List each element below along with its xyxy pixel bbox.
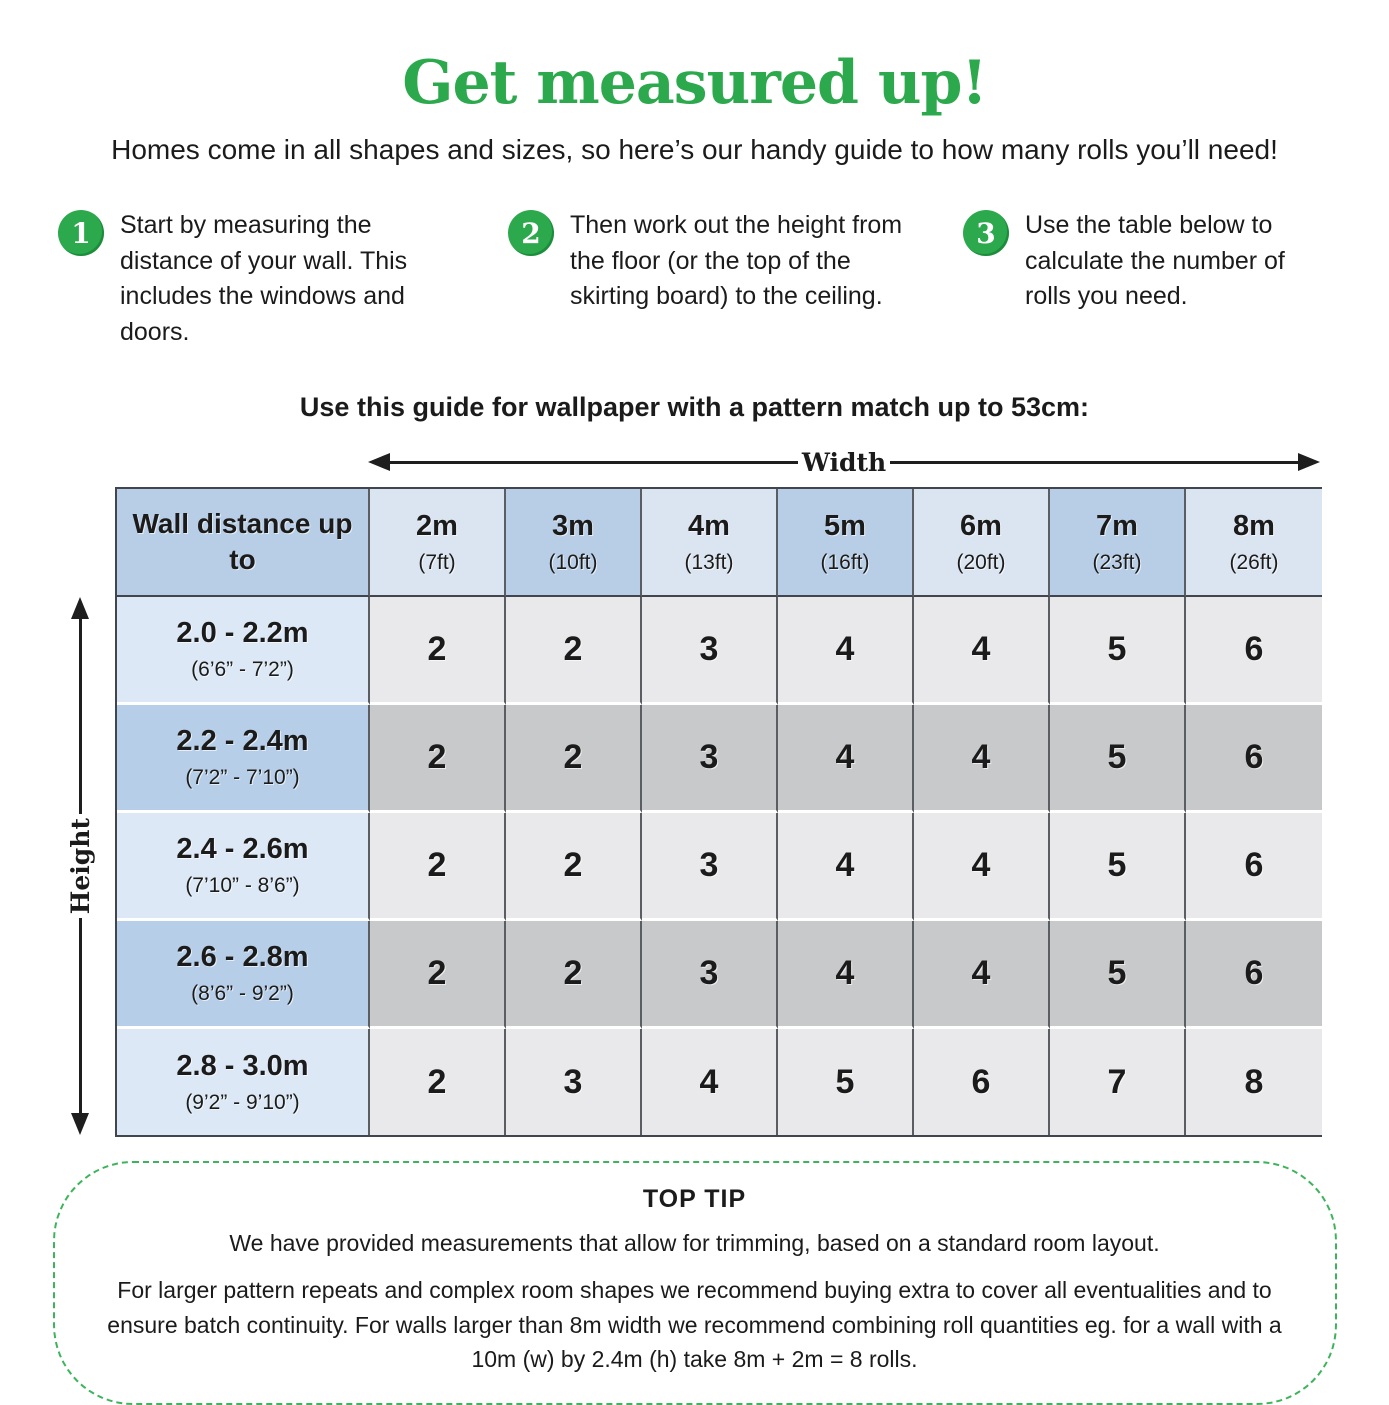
steps-row xyxy=(0,208,1389,350)
height-axis-label: Height xyxy=(65,817,95,915)
rolls-table xyxy=(115,487,1322,1137)
table-cell: 2 xyxy=(506,921,642,1029)
corner-header-label: Wall distance up to xyxy=(132,507,353,575)
row-header-2.0-2.2m: 2.0 - 2.2m (6’6” - 7’2”) xyxy=(117,597,370,705)
table-cell: 3 xyxy=(642,705,778,813)
step-2-text: Then work out the height from the floor (or the top of the skirting board) to the ceiling. xyxy=(570,211,903,310)
table-cell: 5 xyxy=(1050,597,1186,705)
table-cell: 4 xyxy=(914,921,1050,1029)
column-header-7m: 7m (23ft) xyxy=(1050,489,1186,597)
table-cell: 5 xyxy=(1050,921,1186,1029)
table-zone xyxy=(65,445,1320,1137)
table-cell: 2 xyxy=(370,705,506,813)
table-cell: 6 xyxy=(1186,813,1322,921)
table-cell: 5 xyxy=(778,1029,914,1135)
table-cell: 6 xyxy=(914,1029,1050,1135)
table-cell: 4 xyxy=(778,921,914,1029)
table-cell: 3 xyxy=(506,1029,642,1135)
column-header-3m: 3m (10ft) xyxy=(506,489,642,597)
table-cell: 7 xyxy=(1050,1029,1186,1135)
arrow-right-icon xyxy=(1298,453,1320,471)
arrow-left-icon xyxy=(368,453,390,471)
table-cell: 2 xyxy=(370,597,506,705)
page-title: Get measured up! xyxy=(402,48,987,118)
table-cell: 4 xyxy=(914,813,1050,921)
top-tip-line1: We have provided measurements that allow for trimming, based on a standard room layout. xyxy=(229,1230,1160,1256)
column-header-5m: 5m (16ft) xyxy=(778,489,914,597)
roll-guide-section xyxy=(0,392,1389,1137)
step-1-text: Start by measuring the distance of your wall. This includes the windows and doors. xyxy=(120,211,408,346)
width-axis-label: Width xyxy=(801,447,887,477)
row-header-2.4-2.6m: 2.4 - 2.6m (7’10” - 8’6”) xyxy=(117,813,370,921)
table-cell: 6 xyxy=(1186,597,1322,705)
table-cell: 3 xyxy=(642,597,778,705)
width-axis-arrow xyxy=(368,445,1320,479)
arrow-line xyxy=(79,918,82,1113)
table-cell: 3 xyxy=(642,921,778,1029)
step-3-text: Use the table below to calculate the number of rolls you need. xyxy=(1025,211,1285,310)
top-tip-line2: For larger pattern repeats and complex room shapes we recommend buying extra to cover all eventualities and to ensure batch continuity. For walls larger than 8m width we recommend combining roll quantities eg. for a wall with a 10m (w) by 2.4m (h) take 8m + 2m = 8 rolls. xyxy=(107,1277,1282,1372)
row-header-2.8-3.0m: 2.8 - 3.0m (9’2” - 9’10”) xyxy=(117,1029,370,1135)
row-header-2.6-2.8m: 2.6 - 2.8m (8’6” - 9’2”) xyxy=(117,921,370,1029)
table-cell: 6 xyxy=(1186,705,1322,813)
arrow-line xyxy=(890,461,1298,464)
table-cell: 2 xyxy=(506,813,642,921)
table-cell: 2 xyxy=(370,813,506,921)
column-header-2m: 2m (7ft) xyxy=(370,489,506,597)
step-1-number-badge: 1 xyxy=(58,210,104,256)
column-header-4m: 4m (13ft) xyxy=(642,489,778,597)
top-tip-title: TOP TIP xyxy=(642,1185,747,1213)
column-header-6m: 6m (20ft) xyxy=(914,489,1050,597)
table-cell: 4 xyxy=(642,1029,778,1135)
table-cell: 4 xyxy=(778,597,914,705)
table-caption: Use this guide for wallpaper with a pattern match up to 53cm: xyxy=(299,392,1090,422)
table-cell: 2 xyxy=(506,597,642,705)
arrow-line xyxy=(390,461,798,464)
table-cell: 5 xyxy=(1050,813,1186,921)
table-cell: 4 xyxy=(914,597,1050,705)
table-cell: 6 xyxy=(1186,921,1322,1029)
step-3 xyxy=(963,208,1383,350)
table-cell: 5 xyxy=(1050,705,1186,813)
arrow-down-icon xyxy=(71,1113,89,1135)
height-axis-arrow xyxy=(63,597,97,1135)
row-header-2.2-2.4m: 2.2 - 2.4m (7’2” - 7’10”) xyxy=(117,705,370,813)
top-tip-box xyxy=(53,1161,1337,1405)
step-1 xyxy=(58,208,508,350)
table-cell: 3 xyxy=(642,813,778,921)
table-cell: 4 xyxy=(778,705,914,813)
arrow-up-icon xyxy=(71,597,89,619)
step-2 xyxy=(508,208,963,350)
step-2-number-badge: 2 xyxy=(508,210,554,256)
step-3-number-badge: 3 xyxy=(963,210,1009,256)
column-header-8m: 8m (26ft) xyxy=(1186,489,1322,597)
table-cell: 2 xyxy=(370,1029,506,1135)
table-cell: 4 xyxy=(914,705,1050,813)
table-cell: 4 xyxy=(778,813,914,921)
page-subtitle: Homes come in all shapes and sizes, so here’s our handy guide to how many rolls you’ll need! xyxy=(111,134,1278,165)
table-cell: 2 xyxy=(506,705,642,813)
arrow-line xyxy=(79,619,82,814)
table-cell: 8 xyxy=(1186,1029,1322,1135)
table-corner-header xyxy=(117,489,370,597)
table-cell: 2 xyxy=(370,921,506,1029)
